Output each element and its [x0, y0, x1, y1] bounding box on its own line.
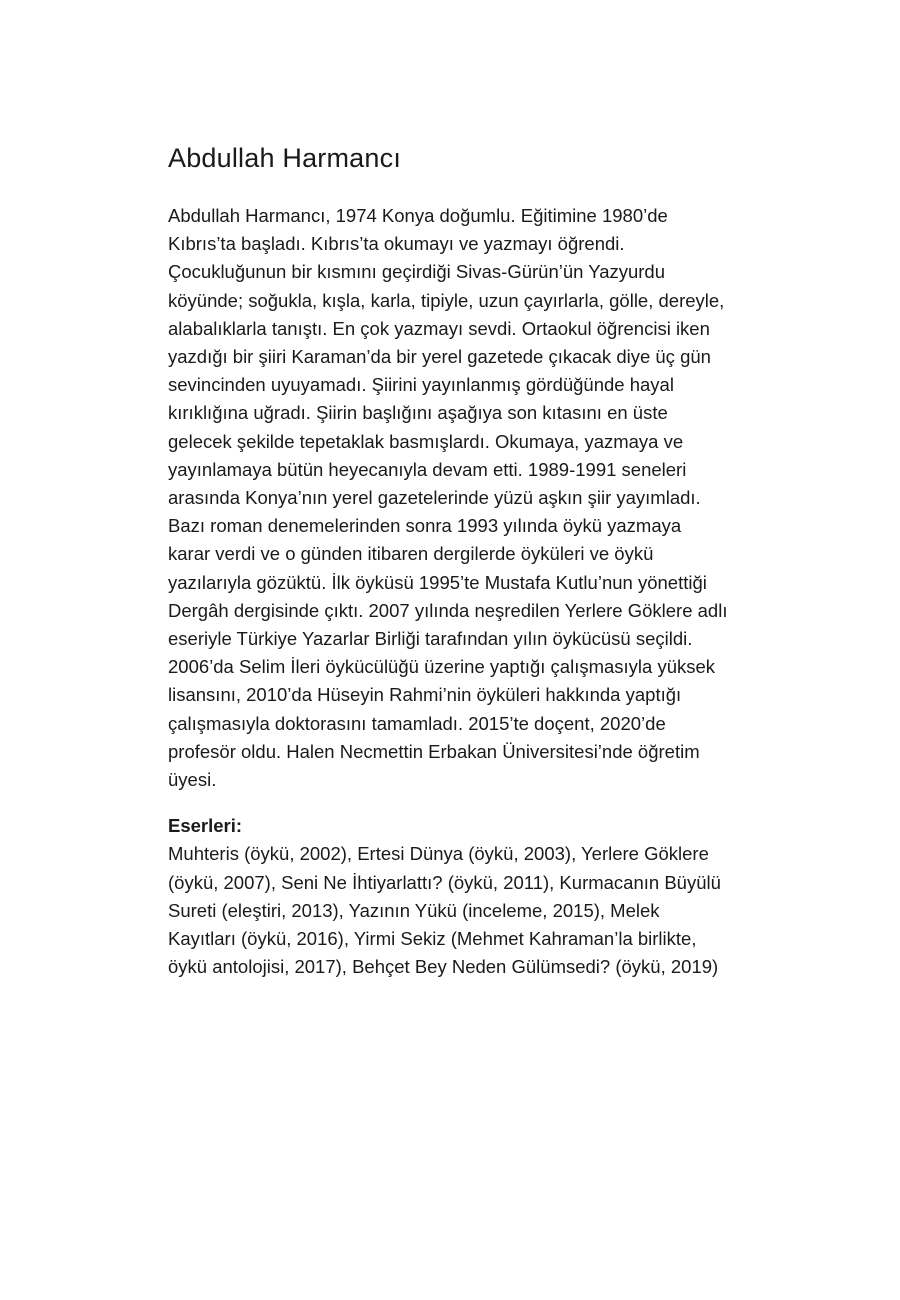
biography-paragraph: Abdullah Harmancı, 1974 Konya doğumlu. Eğitimine 1980’de Kıbrıs’ta başladı. Kıbrıs’ta okumayı ve yazmayı öğrendi. Çocukluğunun bir kısmını geçirdiği Sivas-Gürün’ün Yazyurdu köyünde; soğukla, kışla, karla, tipiyle, uzun çayırlarla, gölle, dereyle, alabalıklarla tanıştı. En çok yazmayı sevdi. Ortaokul öğrencisi iken yazdığı bir şiiri Karaman’da bir yerel gazetede çıkacak diye üç gün sevincinden uyuyamadı. Şiirini yayınlanmış gördüğünde hayal kırıklığına uğradı. Şiirin başlığını aşağıya son kıtasını en üste gelecek şekilde tepetaklak basmışlardı. Okumaya, yazmaya ve yayınlamaya bütün heyecanıyla devam etti. 1989-1991 seneleri arasında Konya’nın yerel gazetelerinde yüzü aşkın şiir yayımladı. Bazı roman denemelerinden sonra 1993 yılında öykü yazmaya karar verdi ve o günden itibaren dergilerde öyküleri ve öykü yazılarıyla gözüktü. İlk öyküsü 1995’te Mustafa Kutlu’nun yönettiği Dergâh dergisinde çıktı. 2007 yılında neşredilen Yerlere Göklere adlı eseriyle Türkiye Yazarlar Birliği tarafından yılın öykücüsü seçildi. 2006’da Selim İleri öykücülüğü üzerine yaptığı çalışmasıyla yüksek lisansını, 2010’da Hüseyin Rahmi’nin öyküleri hakkında yaptığı çalışmasıyla doktorasını tamamladı. 2015’te doçent, 2020’de profesör oldu. Halen Necmettin Erbakan Üniversitesi’nde öğretim üyesi. — [168, 205, 728, 791]
document-page — [168, 140, 728, 981]
works-list: Muhteris (öykü, 2002), Ertesi Dünya (öykü, 2003), Yerlere Göklere (öykü, 2007), Seni Ne İhtiyarlattı? (öykü, 2011), Kurmacanın Büyülü Sureti (eleştiri, 2013), Yazının Yükü (inceleme, 2015), Melek Kayıtları (öykü, 2016), Yirmi Sekiz (Mehmet Kahraman’la birlikte, öykü antolojisi, 2017), Behçet Bey Neden Gülümsedi? (öykü, 2019) — [168, 843, 721, 978]
works-heading: Eserleri: — [168, 815, 243, 837]
page-title: Abdullah Harmancı — [168, 143, 402, 173]
